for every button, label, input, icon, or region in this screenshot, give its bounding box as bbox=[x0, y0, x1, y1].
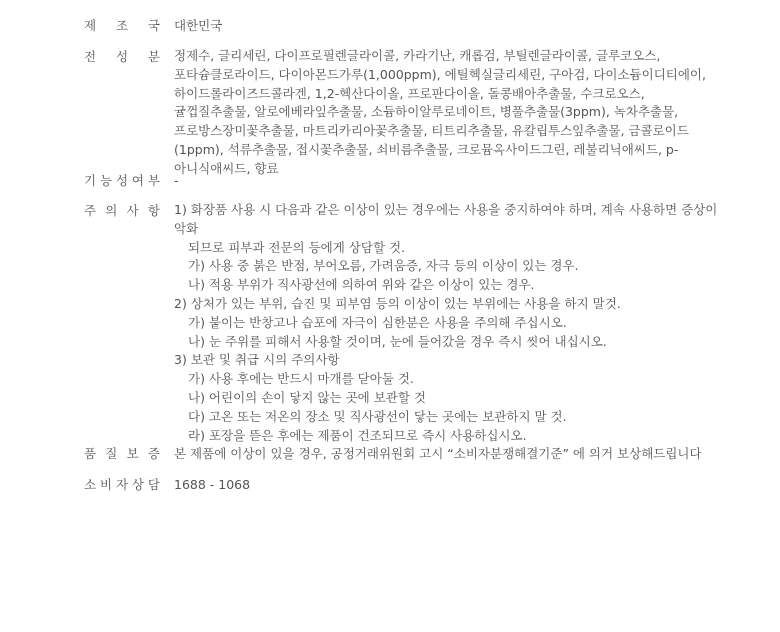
precaution-item-2b: 나) 눈 주위를 피해서 사용할 것이며, 눈에 들어갔을 경우 즉시 씻어 내십시오. bbox=[188, 333, 607, 349]
precaution-item-1b: 나) 적용 부위가 직사광선에 의하여 위와 같은 이상이 있는 경우. bbox=[188, 277, 535, 293]
precaution-item-3c: 다) 고온 또는 저온의 장소 및 직사광선이 닿는 곳에는 보관하지 말 것. bbox=[188, 408, 567, 424]
ingredients-value: 정제수, 글리세린, 다이프로필렌글라이콜, 카라기난, 캐롭검, 부틸렌글라이콜, 글루코오스, 포타슘클로라이드, 다이아몬드가루(1,000ppm), 에틸헥실글리세린, 구아검, 다이소듐이디티에이, 하이드롤라이즈드콜라겐, 1,2-헥산다이올, 프로판다이올, 돌콩배아추출물, 수크로오스, 귤껍질추출물, 알로에베라잎추출물, 소듐하이알루로네이트, 병풀추출물(3ppm), 녹차추출물, 프로방스장미꽃추출물, 마트리카리아꽃추출물, 티트리추출물, 유칼립투스잎추출물, 금콜로이드(1ppm), 석류추출물, 접시꽃추출물, 쇠비름추출물, 크로뮴옥사이드그린, 레불리닉애씨드, p-아니식애씨드, 향료 bbox=[174, 48, 706, 176]
manufacturer-label: 제 조 국 bbox=[84, 18, 160, 33]
quality-value: 본 제품에 이상이 있을 경우, 공정거래위원회 고시 “소비자분쟁해결기준” 에 의거 보상해드립니다 bbox=[174, 446, 702, 461]
manufacturer-value: 대한민국 bbox=[174, 18, 223, 33]
precaution-item-3a: 가) 사용 후에는 반드시 마개를 닫아둘 것. bbox=[188, 371, 414, 387]
functional-row bbox=[84, 171, 724, 190]
precaution-item-1-cont: 되므로 피부과 전문의 등에게 상담할 것. bbox=[188, 239, 406, 255]
consult-label: 소 비 자 상 담 bbox=[84, 477, 160, 492]
precaution-item-2a: 가) 붙이는 반창고나 습포에 자극이 심한분은 사용을 주의해 주십시오. bbox=[188, 314, 567, 330]
manufacturer-row bbox=[84, 16, 724, 35]
consult-value: 1688 - 1068 bbox=[174, 477, 251, 492]
precautions-list bbox=[174, 201, 724, 445]
precaution-item-1: 1) 화장품 사용 시 다음과 같은 이상이 있는 경우에는 사용을 중지하여야 하며, 계속 사용하면 증상이 악화 bbox=[174, 202, 718, 236]
consult-row bbox=[84, 475, 724, 494]
quality-row bbox=[84, 444, 724, 463]
ingredients-label: 전 성 분 bbox=[84, 49, 160, 64]
functional-label: 기 능 성 여 부 bbox=[84, 173, 160, 188]
precaution-item-3d: 라) 포장을 뜯은 후에는 제품이 건조되므로 즉시 사용하십시오. bbox=[188, 427, 527, 443]
quality-label: 품 질 보 증 bbox=[84, 446, 160, 461]
ingredients-row bbox=[84, 47, 724, 179]
functional-value: - bbox=[174, 173, 179, 188]
precaution-item-2: 2) 상처가 있는 부위, 습진 및 피부염 등의 이상이 있는 부위에는 사용을 하지 말것. bbox=[174, 295, 621, 311]
precaution-item-3: 3) 보관 및 취급 시의 주의사항 bbox=[174, 352, 340, 368]
precaution-item-3b: 나) 어린이의 손이 닿지 않는 곳에 보관할 것 bbox=[188, 389, 426, 405]
precautions-row bbox=[84, 201, 724, 445]
precautions-label: 주 의 사 항 bbox=[84, 203, 160, 218]
precaution-item-1a: 가) 사용 중 붉은 반점, 부어오름, 가려움증, 자극 등의 이상이 있는 경우. bbox=[188, 258, 579, 274]
